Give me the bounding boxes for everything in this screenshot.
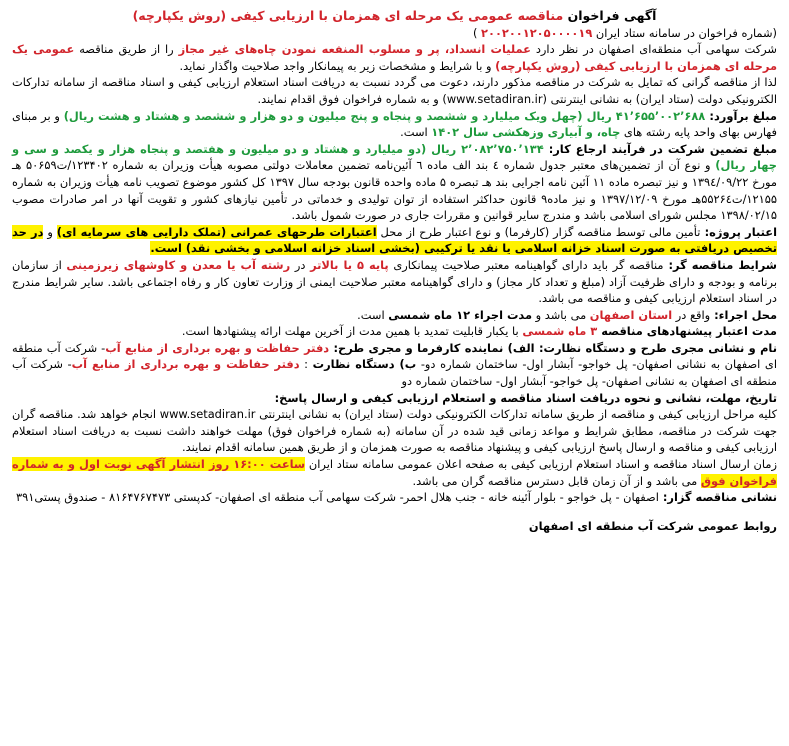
conditions-grade: پایه ۵ یا بالاتر [310,257,389,272]
estimate-value: ۴۱٬۶۵۵٬۰۰۲٬۶۸۸ ریال (چهل ویک میلیارد و ششصد و پنجاه و پنج میلیون و دو هزار و ششصد و هشتاد و هشت ریال) [63,108,706,123]
guarantee-section [12,141,777,224]
intro-method: عمومی یک مرحله ای همزمان با ارزیابی کیفی (روش یکپارچه) [12,42,777,73]
address-label: نشانی مناقصه گزار: [658,490,777,505]
guarantee-label: مبلغ تضمین شرکت در فرآیند ارجاع کار: [543,141,777,156]
address-text: اصفهان - پل خواجو - بلوار آئینه خانه - جنب هلال احمر- شرکت سهامی آب منطقه ای اصفهان- کدپستی ۸۱۶۴۷۶۷۴۷۳ - صندوق پستی۳۹۱ [16,490,659,505]
intro-text-2: را از طریق مناقصه [74,42,179,57]
intro-text-3: و با شرایط و مشخصات زیر به پیمانکار واجد صلاحیت واگذار نماید. [179,58,496,73]
validity-section [12,323,777,340]
tender-reference [12,25,777,42]
ref-number: ۲۰۰۲۰۰۱۲۰۵۰۰۰۰۱۹ [481,25,593,40]
conditions-section [12,257,777,307]
conditions-field: رشته آب یا معدن و کاوشهای زیرزمینی [66,257,291,272]
supervisor-text-1: - شرکت آب منطقه ای اصفهان به نشانی اصفهان- پل خواجو- آبشار اول- ساختمان شماره دو- [12,340,777,372]
location-section [12,307,777,324]
credit-text-2: و [43,224,57,239]
credit-section [12,224,777,257]
intro-subject: عملیات انسداد، پر و مسلوب المنفعه نمودن چاه‌های غیر مجاز [178,42,531,57]
supervisor-section [12,340,777,390]
supervisor-label: نام و نشانی مجری طرح و دستگاه نظارت: الف) نماینده کارفرما و مجری طرح: [329,340,777,355]
publish-text-1: زمان ارسال اسناد مناقصه و اسناد استعلام ارزیابی کیفی به صفحه اعلان عمومی سامانه ستاد ایران [305,457,777,472]
ref-text: (شماره فراخوان در سامانه ستاد ایران [592,25,777,40]
location-text-3: است. [357,307,389,322]
location-text-2: می باشد و [532,307,590,322]
estimate-text-2: است. [400,125,432,140]
intro-text-1: شرکت سهامی آب منطقه‌ای اصفهان در نظر دارد [530,42,777,57]
supervisor-colon: : [299,357,313,372]
estimate-text-1: و بر مبنای فهارس بهای واحد پایه رشته های [12,108,777,140]
guarantee-value: ۲٬۰۸۲٬۷۵۰٬۱۳۴ ریال (دو میلیارد و هشتاد و دو میلیون و هفتصد و پنجاه هزار و یکصد و سی و چهار ریال) [12,141,778,173]
schedule-label: تاریخ، مهلت، نشانی و نحوه دریافت اسناد مناقصه و استعلام ارزیابی کیفی و ارسال پاسخ: [274,390,777,405]
duration-label: مدت اجراء ۱۲ ماه شمسی [388,307,533,322]
ref-close: ) [472,25,482,40]
credit-label: اعتبار پروژه: [700,224,777,239]
location-label: محل اجراء: [710,307,777,322]
validity-label: مدت اعتبار پیشنهادهای مناقصه [597,324,777,339]
credit-source: اعتبارات طرحهای عمرانی (تملک دارایی های سرمایه ای) [56,224,377,239]
estimate-section [12,108,777,141]
conditions-text-3: از سازمان برنامه و بودجه و دارای ظرفیت آزاد (مبلغ و تعداد کار مجاز) و دارای گواهینامه معتبر صلاحیت ایمنی از وزارت تعاون کار و رفاه اجتماعی باشد. سایر شرایط مندرج در اسناد استعلام ارزیابی کیفی و مناقصه می باشد. [12,257,777,306]
intro-paragraph [12,41,777,74]
address-section [12,489,777,506]
location-province: استان اصفهان [589,307,673,322]
conditions-text-2: در [290,257,311,272]
publish-section [12,456,777,489]
schedule-paragraph [12,406,777,456]
publish-time: ساعت ۱۶:۰۰ روز انتشار آگهی نوبت اول و به شماره فراخوان فوق [12,457,777,488]
supervision-office: دفتر حفاظت و بهره برداری از منابع آب [71,357,300,372]
schedule-section [12,390,777,407]
estimate-label: مبلغ برآورد: [705,108,777,123]
supervisor-office: دفتر حفاظت و بهره برداری از منابع آب [105,340,330,355]
supervisor-text-2: - شرکت آب منطقه ای اصفهان به نشانی اصفهان- پل خواجو- آبشار اول- ساختمان شماره دو [12,357,777,389]
schedule-text: کلیه مراحل ارزیابی کیفی و مناقصه از طریق سامانه تدارکات الکترونیکی دولت (ستاد ایران) به نشانی اینترنتی www.setadiran.ir انجام خواهد شد. مناقصه گران جهت شرکت در مناقصه، مطابق شرایط و مواعد زمانی قید شده در آن سامانه (به شماره فراخوان فوق) مهلت خواهند داشت نسبت به دریافت اسناد استعلام ارزیابی کیفی و مناقصه و ارسال پاسخ ارزیابی کیفی و پیشنهاد مناقصه به صورت همزمان و از طریق همین سامانه اقدام نمایند. [12,407,777,455]
publish-text-2: می باشد و از آن زمان قابل دسترس مناقصه گران می باشد. [412,473,701,488]
notice-title [12,8,777,25]
conditions-text-1: مناقصه گر باید دارای گواهینامه معتبر صلاحیت پیمانکاری [388,257,664,272]
conditions-label: شرایط مناقصه گر: [663,257,777,272]
validity-period: ۳ ماه شمسی [522,324,598,339]
credit-allocation: در حد تخصیص دریافتی به صورت اسناد خزانه اسلامی یا نقد یا ترکیبی (بخشی اسناد خزانه اسلامی و بخشی نقد) است. [12,224,777,256]
title-prefix: آگهی فراخوان [563,8,657,23]
estimate-fields: چاه، و آبیاری وزهکشی سال ۱۴۰۲ [431,125,621,140]
title-highlight: مناقصه عمومی یک مرحله ای همزمان با ارزیابی کیفی (روش یکپارچه) [132,8,564,23]
invitation-text: لذا از مناقصه گرانی که تمایل به شرکت در مناقصه مذکور دارند، دعوت می گردد نسبت به دریافت اسناد استعلام ارزیابی کیفی و اسناد مناقصه از سامانه تدارکات الکترونیکی دولت (ستاد ایران) به نشانی اینترنتی (www.setadiran.ir) و به شماره فراخوان فوق اقدام نمایند. [12,75,777,106]
invitation-paragraph [12,74,777,107]
supervision-label: ب) دستگاه نظارت [312,357,417,372]
location-text-1: واقع در [672,307,711,322]
validity-text: با یکبار قابلیت تمدید با همین مدت از آخرین مهلت ارائه پیشنهادها است. [181,324,523,339]
footer-signature: روابط عمومی شرکت آب منطقه ای اصفهان [528,518,777,533]
credit-text: تأمین مالی توسط مناقصه گزار (کارفرما) و نوع اعتبار طرح از محل [376,224,701,239]
guarantee-text: و نوع آن از تضمین‌های معتبر جدول شماره ٤ بند الف ماده ٦ آئین‌نامه تضمین معاملات دولتی مصوبه هیأت وزیران به شماره ۱۲۳۴۰۲/ت۵۰۶۵۹ هـ مورخ ۱۳۹٤/۰۹/۲۲ و نیز تبصره ماده ۱۱ آئین نامه اجرایی بند هـ تبصره ۵ ماده واحده قانون بودجه سال ۱۳۹۷ کل کشور موضوع تصویب نامه هیأت وزیران به شماره ۱۲۱۵۵/ت۵۵۲۶٤هـ مورخ ۱۳۹۷/۱۲/۰۹ و نیز ماده۹ قانون حداکثر استفاده از توان تولیدی و خدماتی در تأمین نیازهای کشور و تقویت آنها در امر صادرات مصوب ۱۳۹۸/۰۲/۱۵ مجلس شورای اسلامی باشد و مندرج سایر قوانین و مقررات جاری در صورت شمول باشد. [12,158,777,223]
